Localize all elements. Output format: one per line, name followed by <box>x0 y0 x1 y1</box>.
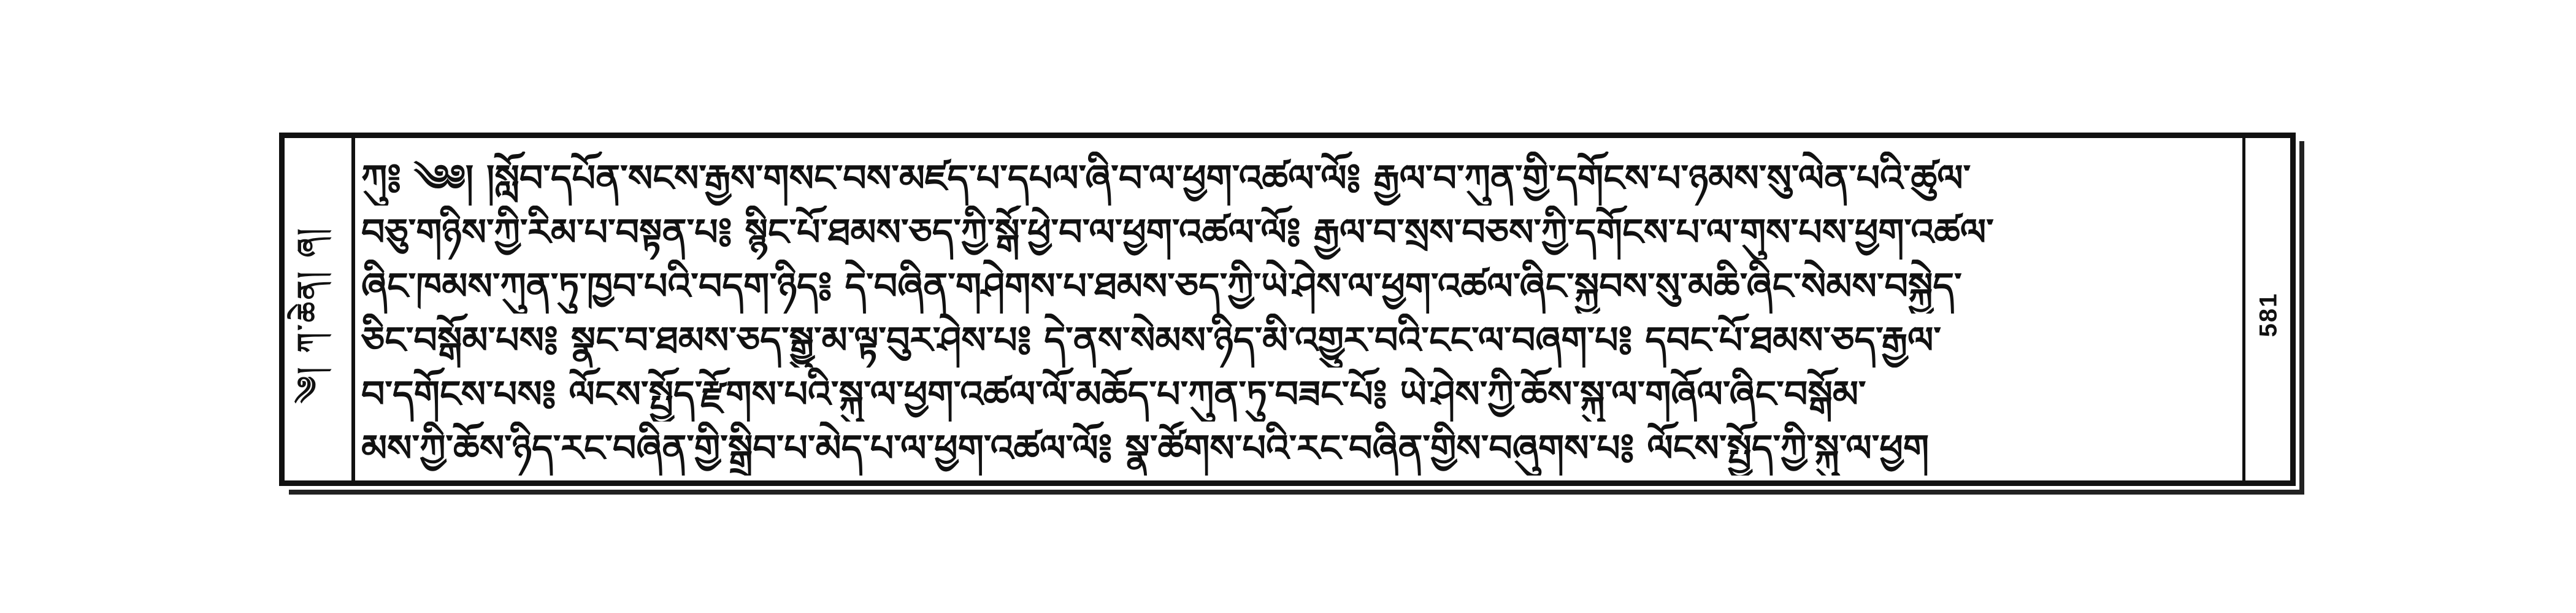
right-margin <box>2242 138 2290 480</box>
text-body <box>361 152 2236 469</box>
text-line-2: བཅུ་གཉིས་ཀྱི་རིམ་པ་བསྟན་པ༔ སྙིང་པོ་ཐམས་ཅད་ཀྱི་སྒོ་ཕྱེ་བ་ལ་ཕྱག་འཚལ་ལོ༔ རྒྱལ་བ་སྲས་བཅས་ཀྱི་དགོངས་པ་ལ་གུས་པས་ཕྱག་འཚལ་ <box>361 211 1994 254</box>
text-line-3: ཞིང་ཁམས་ཀུན་ཏུ་ཁྱབ་པའི་བདག་ཉིད༔ དེ་བཞིན་གཤེགས་པ་ཐམས་ཅད་ཀྱི་ཡེ་ཤེས་ལ་ཕྱག་འཚལ་ཞིང་སྐྱབས་སུ་མཆི་ཞིང་སེམས་བསྐྱེད་ <box>361 265 1962 308</box>
margin-title: ༄། ཀ་ཆེན། ཞ། <box>291 226 324 404</box>
text-line-6: མས་ཀྱི་ཆོས་ཉིད་རང་བཞིན་གྱི་སྒྲིབ་པ་མེད་པ་ལ་ཕྱག་འཚལ་ལོ༔ སྣ་ཚོགས་པའི་རང་བཞིན་གྱིས་བཞུགས་པ༔ ལོངས་སྤྱོད་ཀྱི་སྐུ་ལ་ཕྱག <box>361 427 1930 470</box>
text-line-1: ཀུ༔ ༄༅། །སློབ་དཔོན་སངས་རྒྱས་གསང་བས་མཛད་པ་དཔལ་ཞི་བ་ལ་ཕྱག་འཚལ་ལོ༔ རྒྱལ་བ་ཀུན་གྱི་དགོངས་པ་ཉམས་སུ་ལེན་པའི་ཚུལ་ <box>361 157 1971 200</box>
text-line-4: ཅིང་བསྒོམ་པས༔ སྣང་བ་ཐམས་ཅད་སྒྱུ་མ་ལྟ་བུར་ཤེས་པ༔ དེ་ནས་སེམས་ཉིད་མི་འགྱུར་བའི་ངང་ལ་བཞག་པ༔ དབང་པོ་ཐམས་ཅད་རྒྱལ་ <box>361 319 1941 362</box>
page-number: 581 <box>2255 292 2282 337</box>
left-margin <box>285 138 355 480</box>
folio-frame <box>279 133 2296 486</box>
text-line-5: བ་དགོངས་པས༔ ལོངས་སྤྱོད་རྫོགས་པའི་སྐུ་ལ་ཕྱག་འཚལ་ལོ་མཆོད་པ་ཀུན་ཏུ་བཟང་པོ༔ ཡེ་ཤེས་ཀྱི་ཆོས་སྐུ་ལ་གཞོལ་ཞིང་བསྒོམ་ <box>361 373 1866 416</box>
